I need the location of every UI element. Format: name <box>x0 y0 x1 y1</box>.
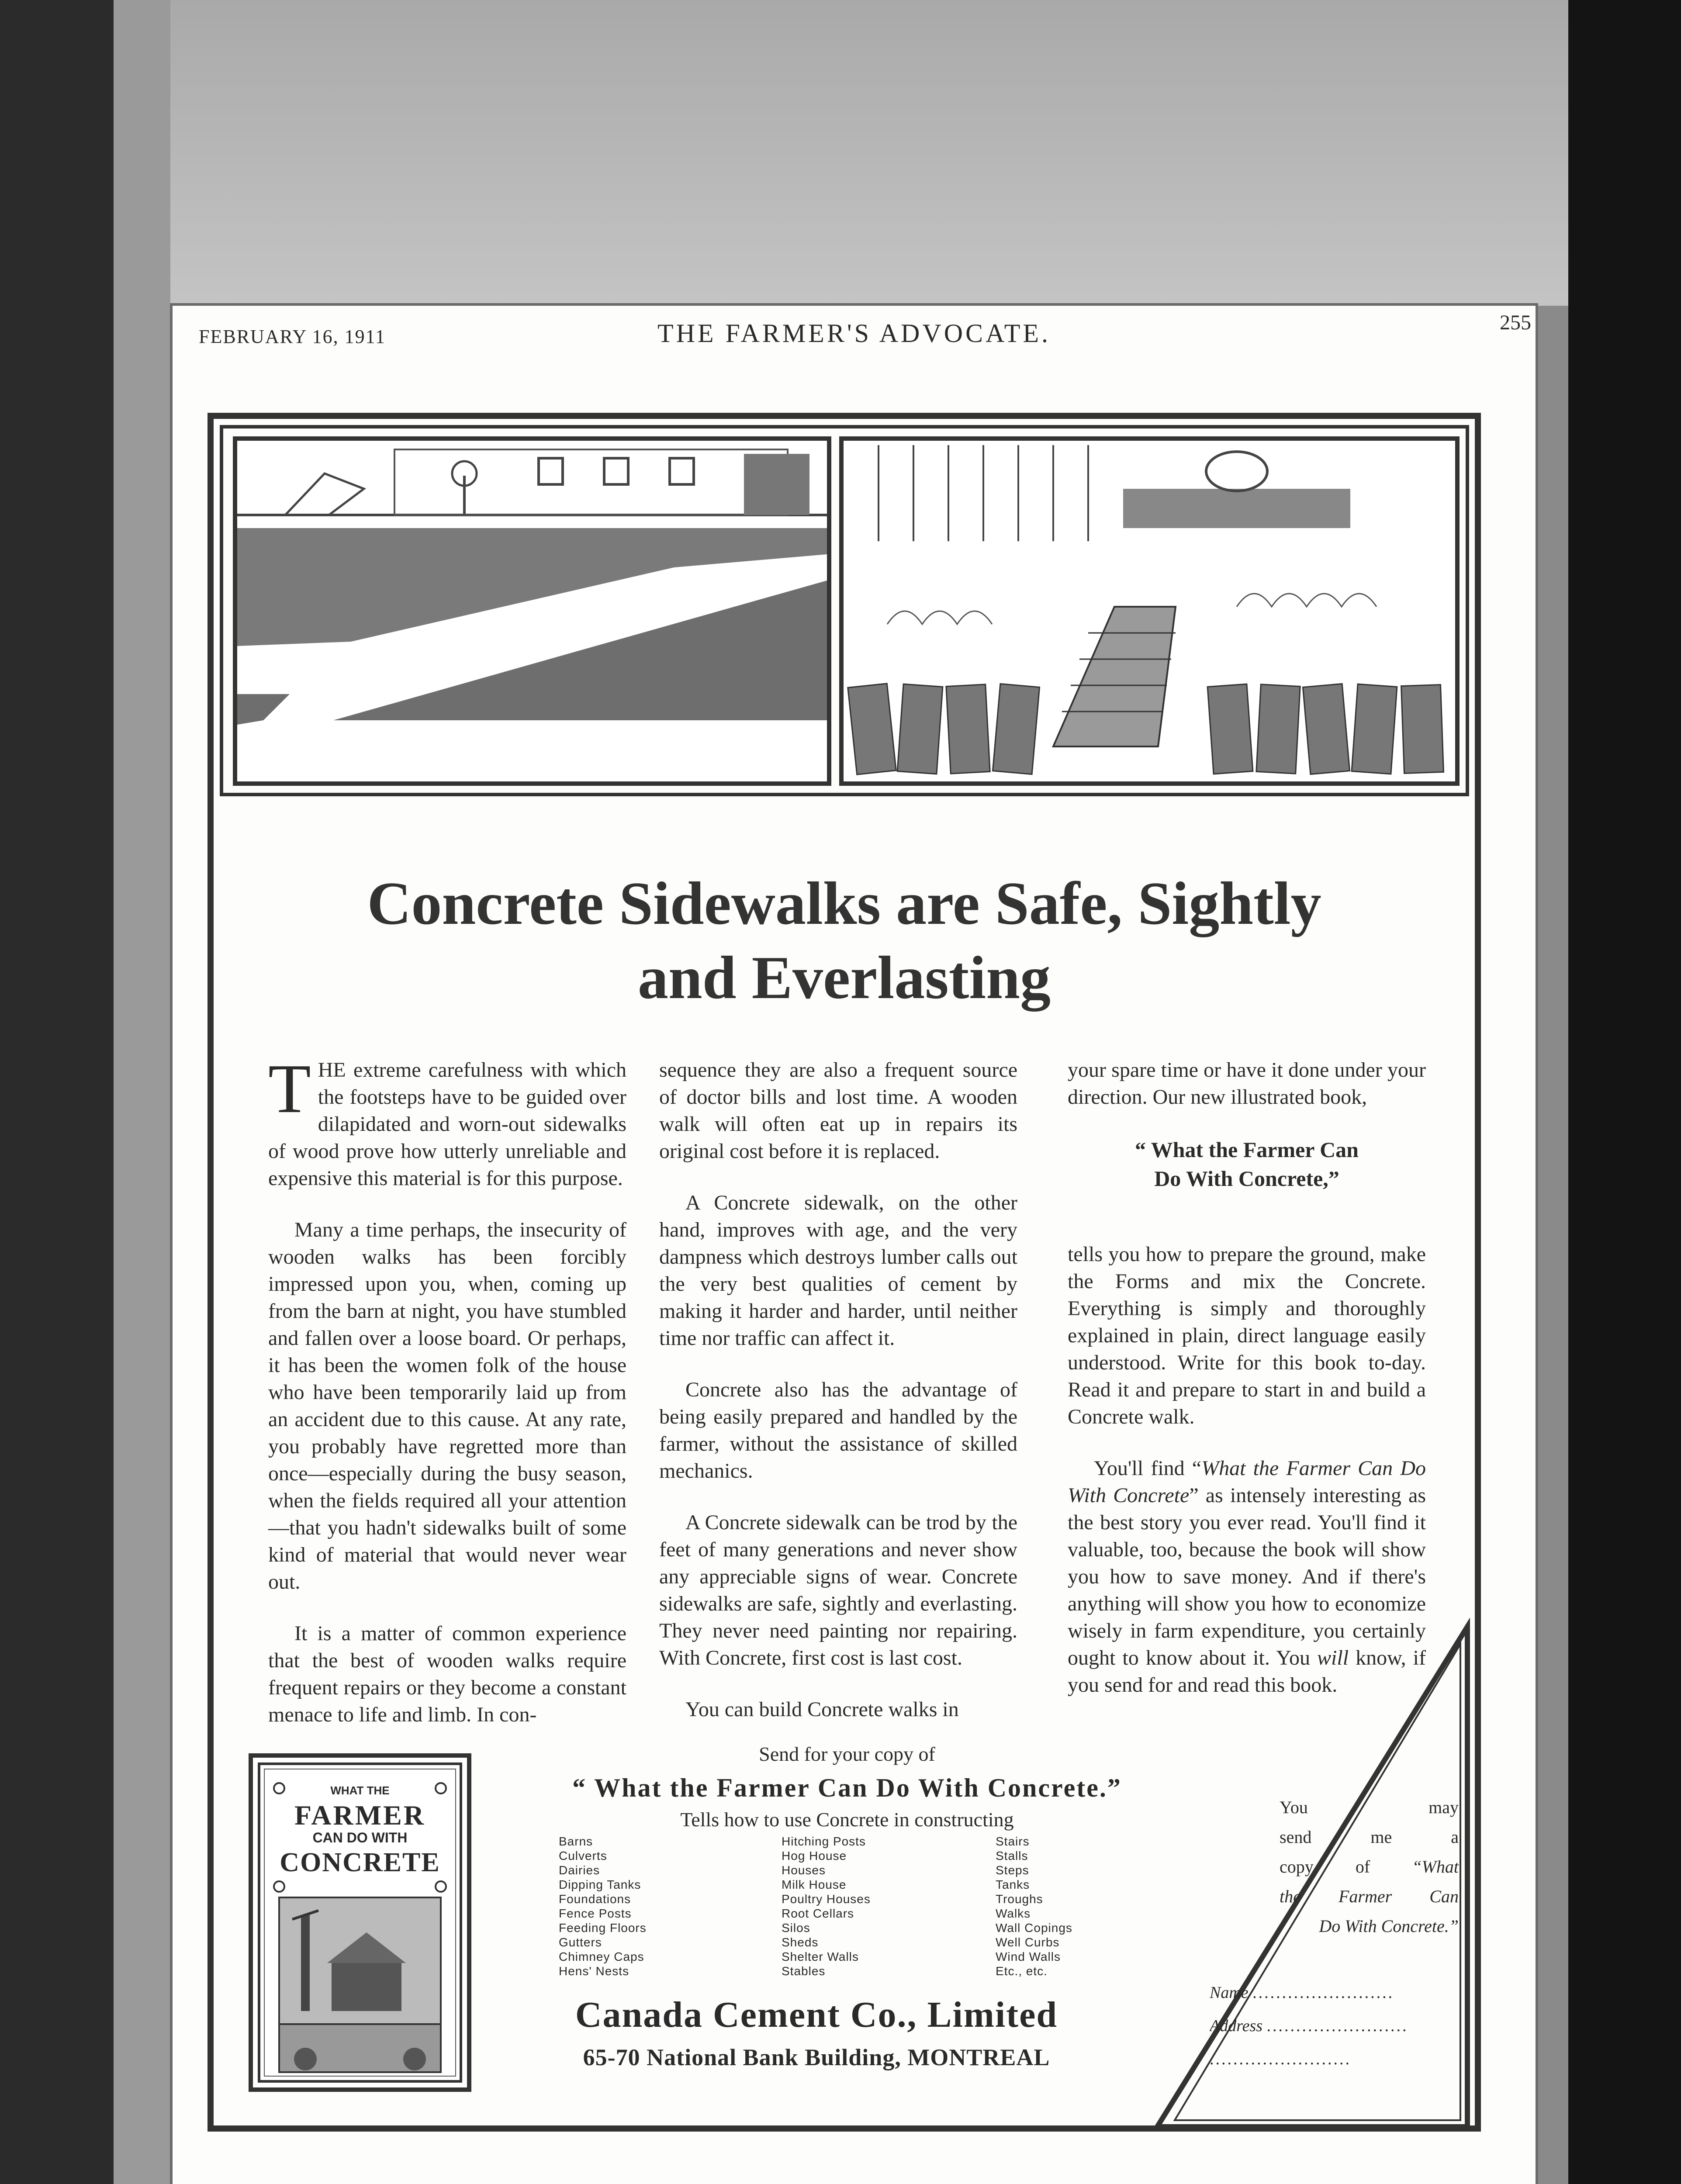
booklet-cover-illustration <box>249 1753 471 2092</box>
list-item: Hitching Posts <box>782 1835 866 1848</box>
book-title-line-1: “ What the Farmer Can <box>1135 1137 1359 1162</box>
page-number: 255 <box>1500 311 1531 334</box>
coupon-line <box>1280 1911 1459 1941</box>
list-item: Gutters <box>559 1935 602 1949</box>
book-title <box>1068 1135 1426 1193</box>
coupon-title-segment: the Farmer Can <box>1280 1887 1459 1906</box>
scan-edge-right <box>1568 0 1681 2184</box>
paragraph-text: You'll find “ <box>1094 1457 1202 1480</box>
adjacent-page-edge <box>114 0 170 2184</box>
issue-date: FEBRUARY 16, 1911 <box>199 326 386 347</box>
name-blank: ........................ <box>1252 1984 1394 2002</box>
page-header <box>173 311 1536 352</box>
list-item: Barns <box>559 1835 593 1848</box>
wooden-walk-illustration <box>839 436 1460 786</box>
list-item: Etc., etc. <box>996 1964 1048 1978</box>
masthead: THE FARMER'S ADVOCATE. <box>657 319 1051 348</box>
emphasis: will <box>1317 1646 1349 1669</box>
drop-cap: T <box>268 1050 311 1127</box>
headline-line-1: Concrete Sidewalks are Safe, Sightly <box>367 870 1321 937</box>
list-item: Steps <box>996 1863 1029 1877</box>
paragraph: your spare time or have it done under your direction. Our new illustrated book, <box>1068 1058 1426 1109</box>
list-item: Walks <box>996 1907 1031 1920</box>
list-item: Poultry Houses <box>782 1892 871 1906</box>
send-line: Send for your copy of <box>759 1743 935 1765</box>
booklet-line-1: WHAT THE <box>330 1784 390 1797</box>
booklet-line-3: CAN DO WITH <box>312 1830 408 1845</box>
coupon-line: You may <box>1280 1797 1459 1817</box>
paragraph: Concrete also has the advantage of being easily prepared and handled by the farmer, without the assistance of skilled mechanics. <box>659 1378 1017 1482</box>
advertisement <box>208 413 1481 2132</box>
list-item: Wall Copings <box>996 1921 1072 1935</box>
uses-list-3 <box>996 1834 1072 1978</box>
list-item: Dairies <box>559 1863 600 1877</box>
scan-background-top <box>170 0 1681 306</box>
offer-book-title: “ What the Farmer Can Do With Concrete.” <box>572 1773 1122 1802</box>
paragraph-text: HE extreme carefulness with which the footsteps have to be guided over dilapidated and worn-out sidewalks of wood prove how utterly unreliable and expensive this material is for this purpose. <box>268 1058 626 1190</box>
list-item: Root Cellars <box>782 1907 854 1920</box>
list-item: Houses <box>782 1863 826 1877</box>
scan-edge-left <box>0 0 114 2184</box>
company-name: Canada Cement Co., Limited <box>575 1994 1058 2035</box>
paragraph: sequence they are also a frequent source of doctor bills and lost time. A wooden walk will often eat up in repairs its original cost before it is replaced. <box>659 1058 1017 1163</box>
list-item: Stairs <box>996 1835 1030 1848</box>
list-item: Feeding Floors <box>559 1921 647 1935</box>
coupon-form <box>1210 1976 1463 2076</box>
address-label: Address <box>1210 2017 1263 2035</box>
list-item: Hens' Nests <box>559 1964 630 1978</box>
book-title-inline: What the Farmer Can Do With Concrete <box>1068 1457 1426 1507</box>
name-label: Name <box>1210 1984 1249 2002</box>
list-item: Foundations <box>559 1892 631 1906</box>
body-column-1 <box>268 1050 626 1753</box>
booklet-line-4: CONCRETE <box>280 1848 440 1877</box>
address-blank: ........................ <box>1210 2050 1351 2068</box>
coupon-line <box>1280 1882 1459 1911</box>
paragraph: A Concrete sidewalk can be trod by the feet of many generations and never show any appreciable signs of wear. Concrete sidewalks are safe, sightly and everlasting. They never need painting nor repairing. With Concrete, first cost is last cost. <box>659 1511 1017 1669</box>
list-item: Culverts <box>559 1849 607 1863</box>
paragraph: tells you how to prepare the ground, make the Forms and mix the Concrete. Everything is simply and thoroughly explained in plain, direct language easily understood. Write for this book to-day. Read it and prepare to start in and build a Concrete walk. <box>1068 1243 1426 1428</box>
paragraph: You can build Concrete walks in <box>685 1698 959 1721</box>
list-item: Dipping Tanks <box>559 1878 641 1891</box>
concrete-walk-illustration <box>233 436 831 786</box>
list-item: Sheds <box>782 1935 819 1949</box>
coupon-line <box>1280 1852 1459 1882</box>
address-blank: ........................ <box>1266 2017 1408 2035</box>
company-address: 65-70 National Bank Building, MONTREAL <box>583 2044 1050 2070</box>
list-item: Well Curbs <box>996 1935 1060 1949</box>
paragraph: It is a matter of common experience that the best of wooden walks require frequent repairs or they become a constant menace to life and limb. In con- <box>268 1622 626 1726</box>
list-item: Fence Posts <box>559 1907 632 1920</box>
book-title-line-2: Do With Concrete,” <box>1154 1166 1339 1191</box>
list-item: Hog House <box>782 1849 847 1863</box>
illustration-panel <box>220 425 1469 796</box>
list-item: Tanks <box>996 1878 1030 1891</box>
address-field[interactable] <box>1210 2009 1463 2042</box>
list-item: Shelter Walls <box>782 1950 859 1963</box>
coupon-text-segment: copy of <box>1280 1857 1412 1876</box>
paragraph-text: ” as intensely interesting as the best story you ever read. You'll find it valuable, too, because the book will show you how to save money. And if there's anything will show you how to economize wisely in farm expenditure, you certainly ought to know about it. You <box>1068 1484 1426 1669</box>
newspaper-page <box>173 306 1536 2184</box>
paragraph: A Concrete sidewalk, on the other hand, improves with age, and the very dampness which destroys lumber calls out the very best qualities of cement by making it harder and harder, until neither time nor traffic can affect it. <box>659 1191 1017 1350</box>
coupon-title-segment: Do With Concrete.” <box>1319 1916 1459 1936</box>
body-column-2 <box>659 1057 1017 1748</box>
uses-list-2 <box>782 1834 871 1978</box>
tells-line: Tells how to use Concrete in constructing <box>680 1808 1014 1831</box>
headline-line-2: and Everlasting <box>637 944 1051 1012</box>
list-item: Chimney Caps <box>559 1950 644 1963</box>
list-item: Silos <box>782 1921 810 1935</box>
paragraph-text: know, if you send for and read this book. <box>1068 1646 1426 1697</box>
list-item: Troughs <box>996 1892 1043 1906</box>
list-item: Stables <box>782 1964 826 1978</box>
paragraph <box>268 1050 626 1192</box>
ad-headline <box>214 867 1475 1015</box>
paragraph: Many a time perhaps, the insecurity of wooden walks has been forcibly impressed upon you, when, coming up from the barn at night, you have stumbled and fallen over a loose board. Or perhaps, it has been the women folk of the house who have been temporarily laid up from an accident due to this cause. At any rate, you probably have regretted more than once—especially during the busy season, when the fields required all your attention—that you hadn't sidewalks built of some kind of material that would never wear out. <box>268 1218 626 1593</box>
uses-list-1 <box>559 1834 647 1978</box>
list-item: Milk House <box>782 1878 847 1891</box>
name-field[interactable] <box>1210 1976 1463 2009</box>
list-item: Stalls <box>996 1849 1028 1863</box>
coupon-line: send me a <box>1280 1827 1459 1847</box>
booklet-line-2: FARMER <box>294 1800 426 1831</box>
coupon-title-segment: “What <box>1412 1857 1459 1876</box>
coupon-text <box>1280 1793 1459 1941</box>
list-item: Wind Walls <box>996 1950 1061 1963</box>
address-field-line-2[interactable] <box>1210 2042 1463 2076</box>
